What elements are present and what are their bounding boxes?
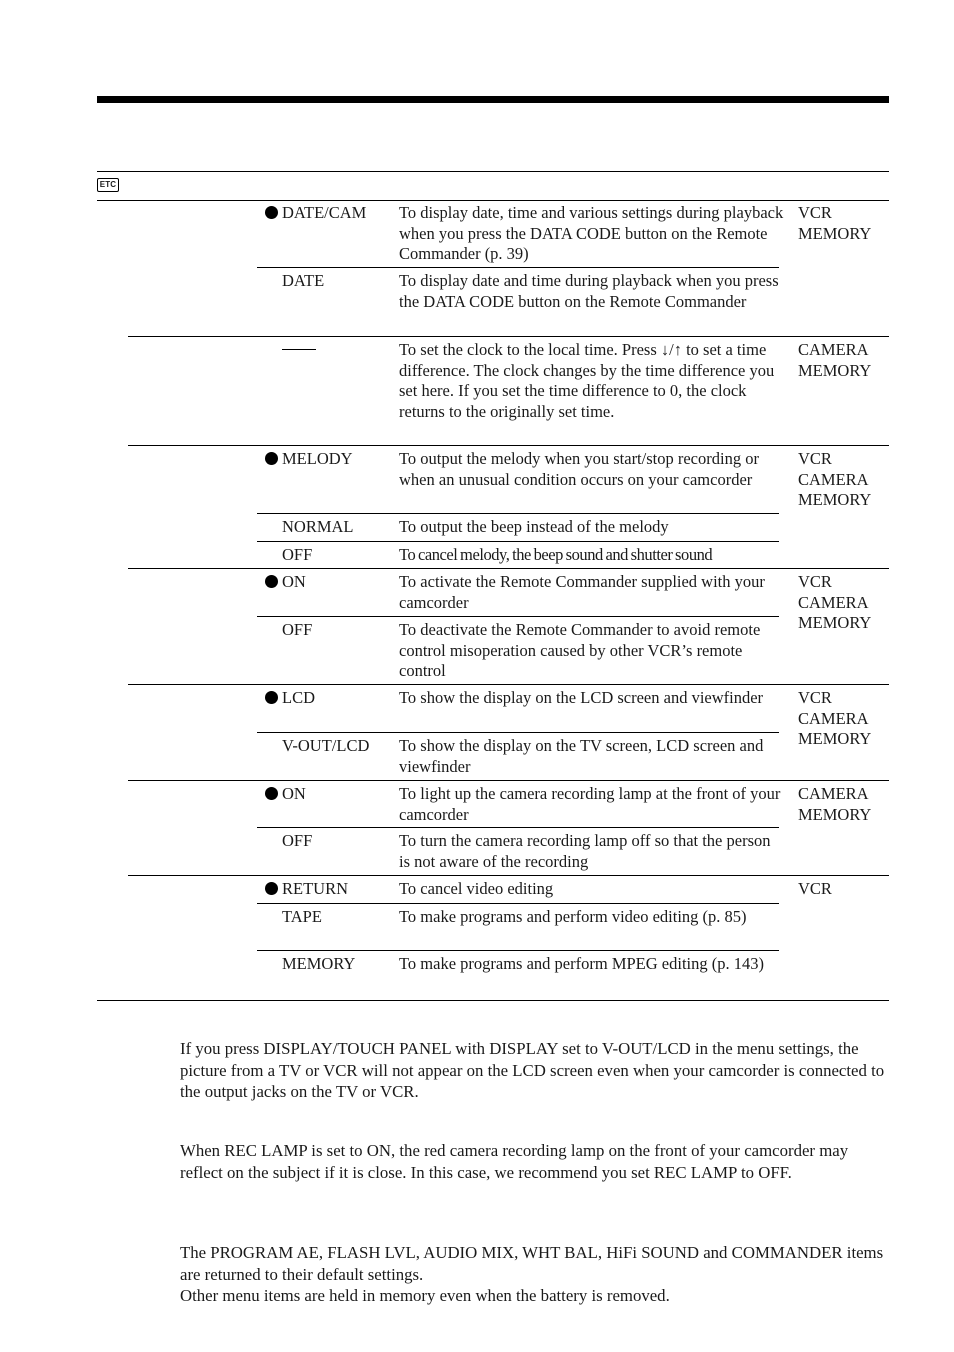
option-description: To show the display on the TV screen, LCD screen and viewfinder [399,736,764,776]
group-separator [128,445,889,446]
option-label: ON [265,572,306,593]
note-rec-lamp: When REC LAMP is set to ON, the red camera recording lamp on the front of your camcorder may reflect on the subject if it is close. In this case, we recommend you set REC LAMP to OFF. [180,1141,849,1182]
item-separator [257,541,779,542]
option-description: To show the display on the LCD screen and viewfinder [399,688,764,707]
table-header-rule [97,200,889,201]
group-separator [128,684,889,685]
group-separator [128,780,889,781]
option-label: LCD [265,688,315,709]
group-separator [128,336,889,337]
group-separator [128,875,889,876]
option-label: ON [265,784,306,805]
mode-list: VCR CAMERA MEMORY [798,572,872,632]
option-description: To set the clock to the local time. Press ↓/↑ to set a time difference. The clock changes by the time difference you set here. If you set the time difference to 0, the clock returns to the originally set time. [399,340,775,421]
option-label: TAPE [282,907,322,926]
option-label: MEMORY [282,954,356,973]
option-label: MELODY [265,449,353,470]
option-description: To cancel melody, the beep sound and shutter sound [399,545,713,564]
option-description: To cancel video editing [399,879,554,898]
default-bullet-icon [265,882,278,895]
etc-icon: ETC [97,178,119,192]
item-separator [257,827,779,828]
default-bullet-icon [265,206,278,219]
option-label: V-OUT/LCD [282,736,370,755]
option-label: OFF [282,545,313,564]
default-bullet-icon [265,575,278,588]
header-rule [97,96,889,103]
mode-list: CAMERA MEMORY [798,340,872,380]
option-description: To turn the camera recording lamp off so that the person is not aware of the recording [399,831,771,871]
no-option-dash [282,349,316,350]
option-label: RETURN [265,879,348,900]
option-label: NORMAL [282,517,354,536]
mode-list: VCR CAMERA MEMORY [798,449,872,509]
item-separator [257,732,779,733]
option-description: To make programs and perform video editing (p. 85) [399,907,747,926]
mode-list: CAMERA MEMORY [798,784,872,824]
mode-list: VCR [798,879,832,898]
note-default-reset: The PROGRAM AE, FLASH LVL, AUDIO MIX, WHT BAL, HiFi SOUND and COMMANDER items are returned to their default settings. [180,1243,884,1284]
option-label: DATE [282,271,325,290]
option-description: To activate the Remote Commander supplied with your camcorder [399,572,765,612]
note-memory-retained: Other menu items are held in memory even when the battery is removed. [180,1286,670,1305]
mode-list: VCR MEMORY [798,203,872,243]
option-label: OFF [282,620,313,639]
option-description: To make programs and perform MPEG editing (p. 143) [399,954,764,973]
mode-list: VCR CAMERA MEMORY [798,688,872,748]
table-bottom-rule [97,1000,889,1001]
item-separator [257,950,779,951]
default-bullet-icon [265,452,278,465]
option-description: To deactivate the Remote Commander to avoid remote control misoperation caused by other VCR’s remote control [399,620,761,680]
option-description: To display date and time during playback when you press the DATA CODE button on the Remote Commander [399,271,779,311]
item-separator [257,903,779,904]
option-description: To output the melody when you start/stop recording or when an unusual condition occurs on your camcorder [399,449,759,489]
option-description: To display date, time and various settings during playback when you press the DATA CODE button on the Remote Commander (p. 39) [399,203,784,263]
option-label: OFF [282,831,313,850]
option-description: To light up the camera recording lamp at the front of your camcorder [399,784,781,824]
group-separator [128,568,889,569]
option-label: DATE/CAM [265,203,366,224]
item-separator [257,513,779,514]
table-top-rule [97,171,889,172]
note-display: If you press DISPLAY/TOUCH PANEL with DISPLAY set to V-OUT/LCD in the menu settings, the picture from a TV or VCR will not appear on the LCD screen even when your camcorder is connected to the output jacks on the TV or VCR. [180,1039,885,1101]
option-description: To output the beep instead of the melody [399,517,669,536]
default-bullet-icon [265,787,278,800]
item-separator [257,616,779,617]
default-bullet-icon [265,691,278,704]
item-separator [257,267,779,268]
